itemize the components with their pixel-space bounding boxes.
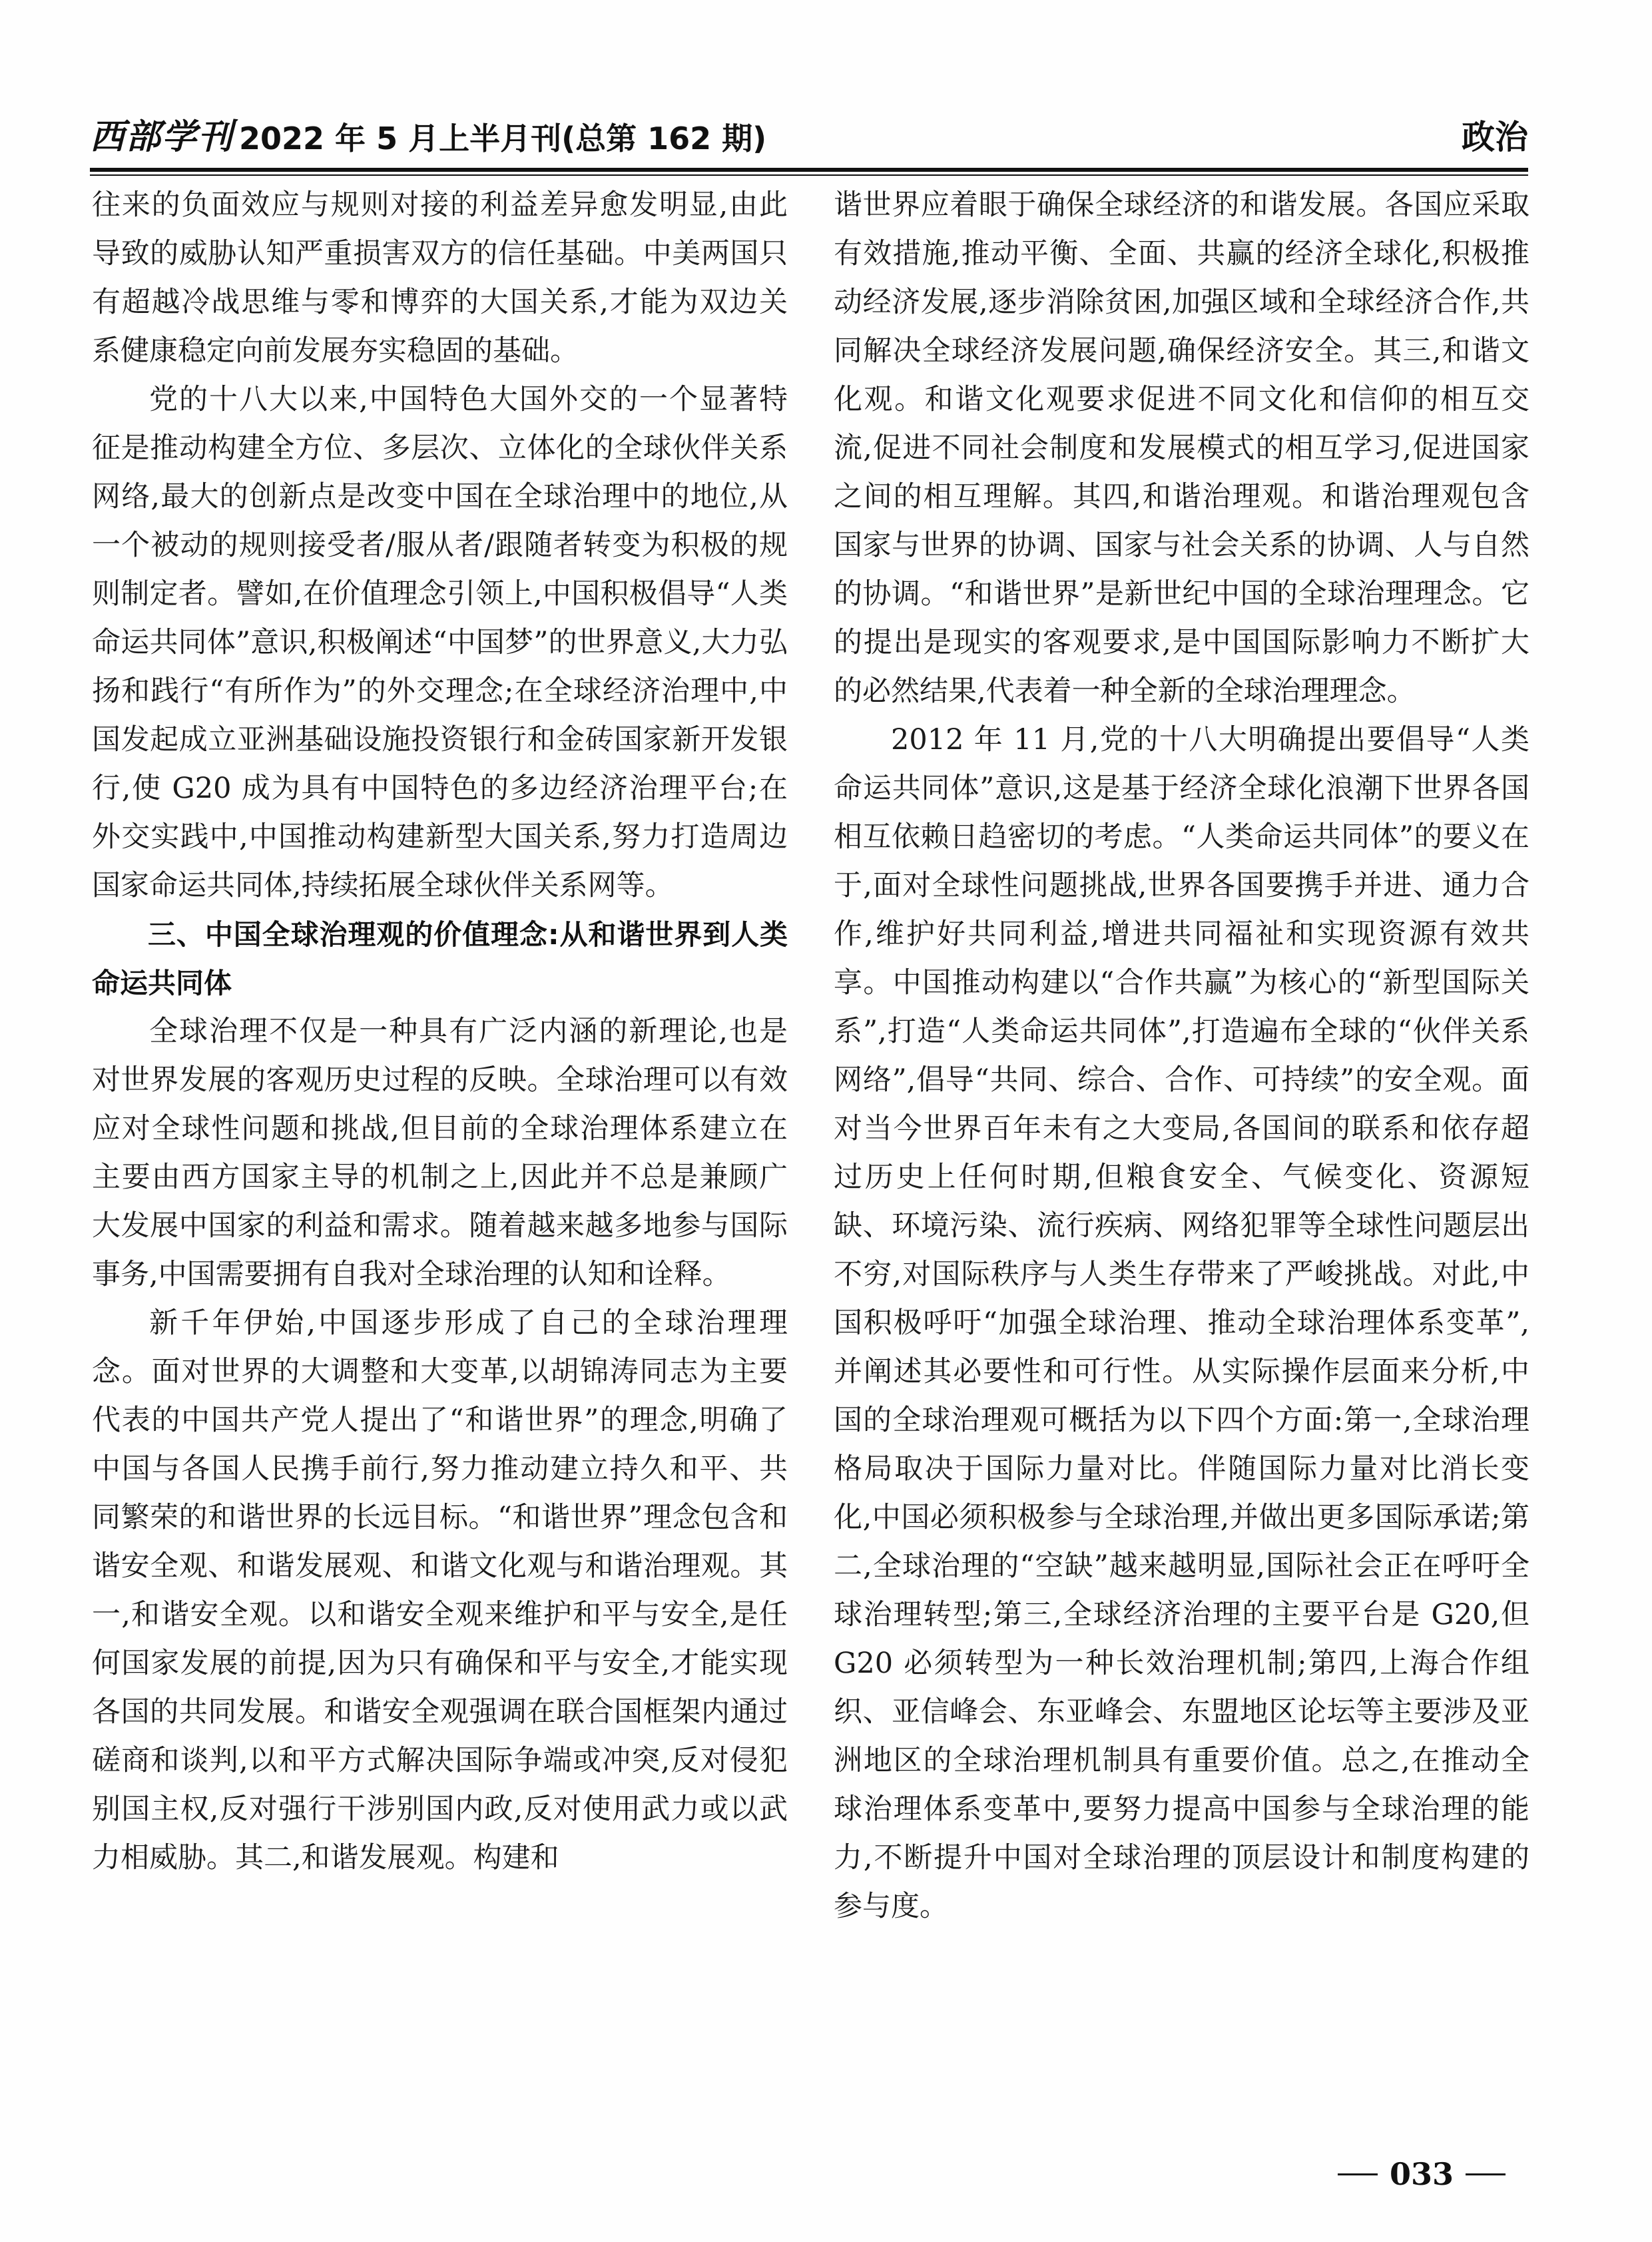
journal-logo: 西部学刊 <box>90 117 234 157</box>
paragraph: 全球治理不仅是一种具有广泛内涵的新理论,也是对世界发展的客观历史过程的反映。全球治理可以有效应对全球性问题和挑战,但目前的全球治理体系建立在主要由西方国家主导的机制之上,因此并不总是兼顾广大发展中国家的利益和需求。随着越来越多地参与国际事务,中国需要拥有自我对全球治理的认知和诠释。 <box>92 1015 788 1291</box>
page-number-text: 033 <box>1389 2156 1454 2192</box>
header-rule <box>90 168 1528 172</box>
right-column <box>834 181 1529 2046</box>
paragraph: 往来的负面效应与规则对接的利益差异愈发明显,由此导致的威胁认知严重损害双方的信任基础。中美两国只有超越冷战思维与零和博弈的大国关系,才能为双边关系健康稳定向前发展夯实稳固的基础。 <box>92 188 788 368</box>
left-column <box>92 181 788 2046</box>
header-left <box>90 109 766 158</box>
paragraph: 2012 年 11 月,党的十八大明确提出要倡导“人类命运共同体”意识,这是基于经济全球化浪潮下世界各国相互依赖日趋密切的考虑。“人类命运共同体”的要义在于,面对全球性问题挑战,世界各国要携手并进、通力合作,维护好共同利益,增进共同福祉和实现资源有效共享。中国推动构建以“合作共赢”为核心的“新型国际关系”,打造“人类命运共同体”,打造遍布全球的“伙伴关系网络”,倡导“共同、综合、合作、可持续”的安全观。面对当今世界百年未有之大变局,各国间的联系和依存超过历史上任何时期,但粮食安全、气候变化、资源短缺、环境污染、流行疾病、网络犯罪等全球性问题层出不穷,对国际秩序与人类生存带来了严峻挑战。对此,中国积极呼吁“加强全球治理、推动全球治理体系变革”,并阐述其必要性和可行性。从实际操作层面来分析,中国的全球治理观可概括为以下四个方面:第一,全球治理格局取决于国际力量对比。伴随国际力量对比消长变化,中国必须积极参与全球治理,并做出更多国际承诺;第二,全球治理的“空缺”越来越明显,国际社会正在呼吁全球治理转型;第三,全球经济治理的主要平台是 G20,但 G20 必须转型为一种长效治理机制;第四,上海合作组织、亚信峰会、东亚峰会、东盟地区论坛等主要涉及亚洲地区的全球治理机制具有重要价值。总之,在推动全球治理体系变革中,要努力提高中国参与全球治理的能力,不断提升中国对全球治理的顶层设计和制度构建的参与度。 <box>834 723 1529 1923</box>
header-rule-thin <box>90 174 1528 176</box>
folio-dash-left <box>1338 2173 1378 2175</box>
paragraph: 谐世界应着眼于确保全球经济的和谐发展。各国应采取有效措施,推动平衡、全面、共赢的经济全球化,积极推动经济发展,逐步消除贫困,加强区域和全球经济合作,共同解决全球经济发展问题,确保经济安全。其三,和谐文化观。和谐文化观要求促进不同文化和信仰的相互交流,促进不同社会制度和发展模式的相互学习,促进国家之间的相互理解。其四,和谐治理观。和谐治理观包含国家与世界的协调、国家与社会关系的协调、人与自然的协调。“和谐世界”是新世纪中国的全球治理理念。它的提出是现实的客观要求,是中国国际影响力不断扩大的必然结果,代表着一种全新的全球治理理念。 <box>834 188 1529 708</box>
section-heading: 三、中国全球治理观的价值理念:从和谐世界到人类命运共同体 <box>92 918 788 999</box>
folio-dash-right <box>1466 2173 1506 2175</box>
section-label: 政治 <box>1462 118 1528 156</box>
issue-info: 2022 年 5 月上半月刊(总第 162 期) <box>239 121 767 156</box>
paragraph: 党的十八大以来,中国特色大国外交的一个显著特征是推动构建全方位、多层次、立体化的全球伙伴关系网络,最大的创新点是改变中国在全球治理中的地位,从一个被动的规则接受者/服从者/跟随者转变为积极的规则制定者。譬如,在价值理念引领上,中国积极倡导“人类命运共同体”意识,积极阐述“中国梦”的世界意义,大力弘扬和践行“有所作为”的外交理念;在全球经济治理中,中国发起成立亚洲基础设施投资银行和金砖国家新开发银行,使 G20 成为具有中国特色的多边经济治理平台;在外交实践中,中国推动构建新型大国关系,努力打造周边国家命运共同体,持续拓展全球伙伴关系网等。 <box>92 383 788 902</box>
page-number <box>1325 2151 1518 2197</box>
running-header <box>90 112 1528 158</box>
paragraph: 新千年伊始,中国逐步形成了自己的全球治理理念。面对世界的大调整和大变革,以胡锦涛同志为主要代表的中国共产党人提出了“和谐世界”的理念,明确了中国与各国人民携手前行,努力推动建立持久和平、共同繁荣的和谐世界的长远目标。“和谐世界”理念包含和谐安全观、和谐发展观、和谐文化观与和谐治理观。其一,和谐安全观。以和谐安全观来维护和平与安全,是任何国家发展的前提,因为只有确保和平与安全,才能实现各国的共同发展。和谐安全观强调在联合国框架内通过磋商和谈判,以和平方式解决国际争端或冲突,反对侵犯别国主权,反对强行干涉别国内政,反对使用武力或以武力相威胁。其二,和谐发展观。构建和 <box>92 1306 788 1874</box>
